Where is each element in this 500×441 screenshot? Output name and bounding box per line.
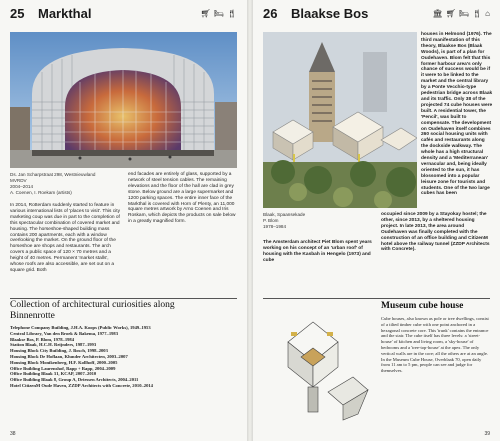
entry-number: 25 xyxy=(10,5,25,21)
list-item: Central Library, Van den Broek & Bakema, 1977–1983 xyxy=(10,330,119,336)
caption-years: 2004–2014 xyxy=(10,184,33,189)
museum-icon: 🏛︎ xyxy=(432,8,443,18)
list-item: Office Building Blaak 8, Group A, Driessen Architects, 2004–2011 xyxy=(10,377,139,383)
list-item: Office Building Blaak 31, KCAP, 2007–2010 xyxy=(10,371,97,377)
museum-section-body: Cube houses, also known as pole or tree dwellings, consist of a tilted timber cube with one point anchored in a hexagonal concrete core. This 'trunk' contains the entrance and the stair. The cube itself has three levels: a 'street-house' of kitchen and living room, a 'sky-house' of bedrooms and a 'tree-top-house' at the apex. The only vertical walls are in the core; all the others are at an angle. In the Museum Cube House, Overblaak 70, open daily from 11 am to 5 pm, people can see and judge for themselves. xyxy=(381,316,489,374)
bed-icon: 🛏︎ xyxy=(213,8,224,18)
right-caption xyxy=(263,212,343,230)
cube-houses-photo xyxy=(263,32,417,208)
page-number: 38 xyxy=(10,431,16,437)
food-icon: 🍴︎ xyxy=(472,8,483,18)
left-caption xyxy=(10,172,120,196)
left-page xyxy=(0,0,247,441)
caption-address: Ds. Jan Scharpstraat 298, Westnieuwland xyxy=(10,172,96,177)
markthal-illustration xyxy=(10,32,237,168)
section-rule xyxy=(263,298,490,299)
page-number: 39 xyxy=(484,431,490,437)
list-item: Hotel CitizenM Oude Haven, ZZDP Architects with Concrete, 2010–2014 xyxy=(10,382,153,388)
caption-years: 1978–1984 xyxy=(263,224,286,229)
entry-number: 26 xyxy=(263,5,278,21)
left-text-col2: end facades are entirely of glass, supported by a network of steel tension cables. The remaining elevations and the floor of the hall are clad in grey stone. Below ground are a large supermarket and 1200 parking spaces. The entire inner face of the Markthal is covered with Horn of Plenty, an 11,000 square metres artwork by Arno Coenen and Iris Roskam, which depicts the products on sale below in a greatly magnified form. xyxy=(128,172,236,225)
cube-houses-illustration xyxy=(263,32,417,208)
right-text-col-left: The Amsterdam architect Piet Blom spent years working on his concept of an 'urban roof' of housing with the Kasbah in Hengelo (1973) and cube xyxy=(263,240,372,263)
left-text-col1: In 2014, Rotterdam suddenly started to feature in various international lists of 'places to visit'. This city marketing coup was due in part to the completion of this spectacular combination of covered market and housing. The horseshoe-shaped building mass contains 200 apartments, each with a window overlooking the market. On the ground floor of the horseshoe are shops and restaurants. The arch covers a public space of 120 × 70 metres and a height of 40 metres. Permanent 'market stalls', whose roofs are also accessible, are set out on a square grid. Both xyxy=(10,203,120,273)
markthal-photo xyxy=(10,32,237,168)
right-page xyxy=(253,0,500,441)
cube-diagram-illustration xyxy=(263,302,373,428)
list-item: Station Blaak, H.C.H. Reijnders, 1987–1993 xyxy=(10,342,97,348)
list-item: Housing Block City Building, J. Bosch, 1998–2003 xyxy=(10,348,108,354)
cube-house-diagram xyxy=(263,302,373,428)
trolley-icon: 🛒︎ xyxy=(445,8,456,18)
collection-title: Collection of architectural curiosities along Binnenrotte xyxy=(10,300,175,321)
right-text-col-bottom: occupied since 2009 by a Stayokay hostel; the other, since 2013, by a sheltered housing project. In late 2013, the area around Oudehaven was finally completed with the construction of an office building and CitizenM hotel above the railway tunnel (ZZDP Architects with Concrete). xyxy=(381,212,490,253)
trolley-icon: 🛒︎ xyxy=(200,8,211,18)
house-icon: ⌂ xyxy=(485,8,490,18)
amenity-icons xyxy=(433,9,490,18)
entry-title: Blaakse Bos xyxy=(291,5,369,21)
food-icon: 🍴︎ xyxy=(226,8,237,18)
list-item: Housing Block De Hoflaan, Klunder Architecten, 2003–2007 xyxy=(10,353,128,359)
amenity-icons xyxy=(201,9,237,18)
caption-architect: MVRDV xyxy=(10,178,27,183)
right-text-col-top: houses in Helmond (1976). The third manifestation of this theory, Blaakse Bos (Blaak Woods), is part of a plan for Oudehaven. Blom felt that this former harbour area's only chance of success would be if it were to be linked to the market and the central library by a Ponte Vecchio-type pedestrian bridge across Blaak and its traffic. Only 38 of the projected 74 cube houses were built. A residential tower, the 'Pencil', was built to compensate. The development on Oudehaven itself combines 260 social housing units with cafés and restaurants along the dockside walkway. The whole has a high structural density and a 'Mediterranean' vernacular and, being ideally oriented to the sun, it has blossomed into a popular leisure zone for tourists and students. One of the two large cubes has been xyxy=(421,32,493,197)
museum-section-title: Museum cube house xyxy=(381,301,464,311)
collection-list xyxy=(10,325,237,389)
right-header xyxy=(263,5,490,21)
list-item: Housing Block Monikenberg, H.F. Kollhoff, 2000–2005 xyxy=(10,359,118,365)
caption-architect: P. Blom xyxy=(263,218,279,223)
list-item: Telephone Company Building, J.H.A. Koops (Public Works), 1949–1953 xyxy=(10,325,151,330)
left-header xyxy=(10,5,237,21)
bed-icon: 🛏︎ xyxy=(458,8,469,18)
entry-title: Markthal xyxy=(38,5,92,21)
caption-address: Blaak, Spaansekade xyxy=(263,212,306,217)
section-rule xyxy=(10,298,237,299)
caption-artists: A. Coenen, I. Roekam (artists) xyxy=(10,190,72,195)
list-item: Blaakse Bos, P. Blom, 1978–1984 xyxy=(10,336,75,342)
list-item: Office Building Laurenshof, Rapp + Rapp, 2004–2009 xyxy=(10,365,116,371)
